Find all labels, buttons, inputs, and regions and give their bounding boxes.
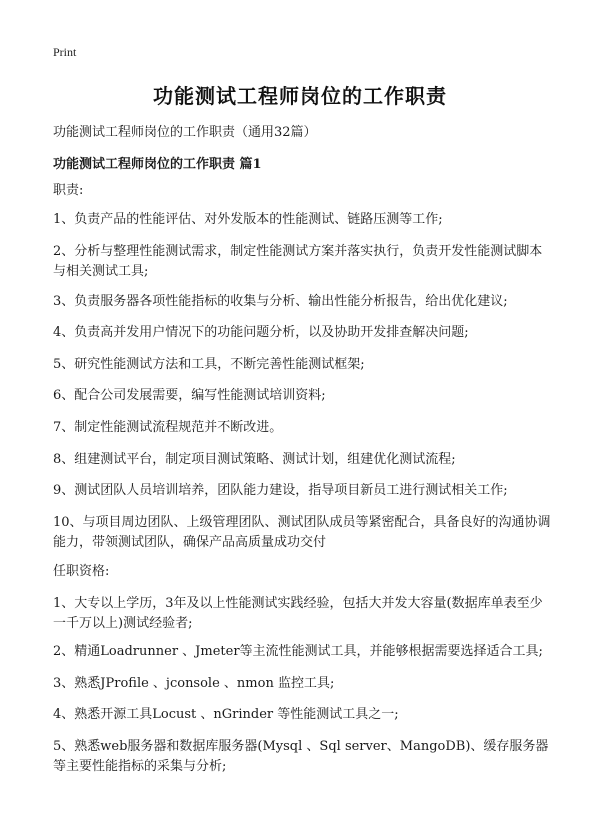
duty-item-6: 6、配合公司发展需要，编写性能测试培训资料; bbox=[53, 388, 326, 403]
print-link[interactable]: Print bbox=[53, 45, 77, 59]
duty-item-8: 8、组建测试平台，制定项目测试策略、测试计划，组建优化测试流程; bbox=[53, 452, 456, 467]
qualification-item-1: 1、大专以上学历，3年及以上性能测试实践经验，包括大并发大容量(数据库单表至少一千万以上)测试经验者; bbox=[53, 596, 543, 631]
duty-item-9: 9、测试团队人员培训培养，团队能力建设，指导项目新员工进行测试相关工作; bbox=[53, 483, 508, 498]
qualification-item-5: 5、熟悉web服务器和数据库服务器(Mysql 、Sql server、MangoDB)、缓存服务器等主要性能指标的采集与分析; bbox=[53, 739, 549, 774]
duty-item-1: 1、负责产品的性能评估、对外发版本的性能测试、链路压测等工作; bbox=[53, 212, 443, 227]
qualifications-label: 任职资格: bbox=[53, 564, 110, 579]
duty-item-3: 3、负责服务器各项性能指标的收集与分析、输出性能分析报告，给出优化建议; bbox=[53, 294, 508, 309]
page-title: 功能测试工程师岗位的工作职责 bbox=[153, 84, 447, 108]
document-subtitle: 功能测试工程师岗位的工作职责（通用32篇） bbox=[53, 125, 317, 140]
duty-item-2: 2、分析与整理性能测试需求，制定性能测试方案并落实执行，负责开发性能测试脚本与相关测试工具; bbox=[53, 244, 543, 279]
qualification-item-3: 3、熟悉JProfile 、jconsole 、nmon 监控工具; bbox=[53, 676, 335, 691]
duty-item-10: 10、与项目周边团队、上级管理团队、测试团队成员等紧密配合，具备良好的沟通协调能力，带领测试团队，确保产品高质量成功交付 bbox=[53, 515, 551, 550]
duty-item-5: 5、研究性能测试方法和工具，不断完善性能测试框架; bbox=[53, 357, 365, 372]
qualification-item-2: 2、精通Loadrunner 、Jmeter等主流性能测试工具，并能够根据需要选择适合工具; bbox=[53, 644, 543, 659]
qualification-item-4: 4、熟悉开源工具Locust 、nGrinder 等性能测试工具之一; bbox=[53, 707, 399, 722]
section-heading: 功能测试工程师岗位的工作职责 篇1 bbox=[53, 157, 262, 172]
duties-label: 职责: bbox=[53, 183, 84, 198]
duty-item-4: 4、负责高并发用户情况下的功能问题分析，以及协助开发排查解决问题; bbox=[53, 325, 469, 340]
duty-item-7: 7、制定性能测试流程规范并不断改进。 bbox=[53, 420, 283, 435]
